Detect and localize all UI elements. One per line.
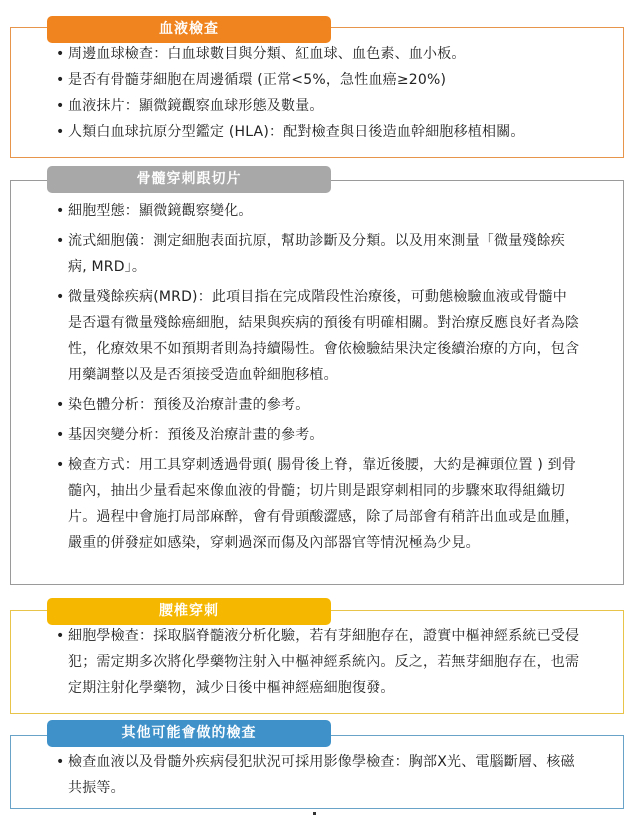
blood-test-item (10, 71, 624, 89)
blood-test-title: 血液檢查 (47, 16, 331, 43)
bullet-icon: • (56, 457, 65, 473)
bone-marrow-item-text: 檢查方式：用工具穿刺透過骨頭( 腸骨後上脊，靠近後腰，大約是褲頭位置 ) 到骨髓內，抽出少量看起來像血液的骨髓；切片則是跟穿刺相同的步驟來取得組織切片。過程中會施打局部麻醉，會有骨頭酸澀感，除了局部會有稍許出血或是血腫，嚴重的併發症如感染，穿刺過深而傷及內部器官等情況極為少見。 (68, 457, 580, 551)
bone-marrow-item (10, 198, 624, 224)
lumbar-puncture-item (10, 623, 624, 701)
bone-marrow-item-text: 細胞型態：顯微鏡觀察變化。 (68, 203, 253, 219)
bone-marrow-body (10, 180, 624, 585)
bone-marrow-item-text: 微量殘餘疾病(MRD)：此項目指在完成階段性治療後，可動態檢驗血液或骨髓中是否還有微量殘餘癌細胞，結果與疾病的預後有明確相關。對治療反應良好者為陰性，化療效果不如預期者則為持續陽性。會依檢驗結果決定後續治療的方向，包含用藥調整以及是否須接受造血幹細胞移植。 (68, 289, 580, 383)
blood-test-body (10, 27, 624, 158)
lumbar-puncture-title: 腰椎穿刺 (47, 598, 331, 625)
bone-marrow-item (10, 228, 624, 280)
lumbar-puncture-list (10, 623, 624, 705)
blood-test-item (10, 97, 624, 115)
bone-marrow-item (10, 452, 624, 556)
bone-marrow-title: 骨髓穿刺跟切片 (47, 166, 331, 193)
blood-test-item-text: 周邊血球檢查：白血球數目與分類、紅血球、血色素、血小板。 (68, 46, 466, 62)
blood-test-item-text: 是否有骨髓芽細胞在周邊循環 (正常<5%，急性血癌≥20%) (68, 72, 447, 88)
bullet-icon: • (56, 72, 65, 88)
bone-marrow-list (10, 198, 624, 560)
other-tests-list (10, 749, 624, 805)
other-tests-title: 其他可能會做的檢查 (47, 720, 331, 747)
bone-marrow-item-text: 流式細胞儀：測定細胞表面抗原，幫助診斷及分類。以及用來測量「微量殘餘疾病, MRD」。 (68, 233, 565, 275)
lumbar-puncture-item-text: 細胞學檢查：採取脳脊髓液分析化驗，若有芽細胞存在，證實中樞神經系統已受侵犯；需定期多次將化學藥物注射入中樞神經系統內。反之，若無芽細胞存在，也需定期注射化學藥物，減少日後中樞神經癌細胞復發。 (68, 628, 580, 696)
other-tests-item (10, 749, 624, 801)
blood-test-item (10, 45, 624, 63)
bullet-icon: • (56, 754, 65, 770)
lumbar-puncture-body (10, 610, 624, 714)
bullet-icon: • (56, 289, 65, 305)
blood-test-item-text: 人類白血球抗原分型鑑定 (HLA)：配對檢查與日後造血幹細胞移植相關。 (68, 124, 525, 140)
bone-marrow-item-text: 基因突變分析：預後及治療計畫的參考。 (68, 427, 324, 443)
bullet-icon: • (56, 628, 65, 644)
bullet-icon: • (56, 98, 65, 114)
bullet-icon: • (56, 233, 65, 249)
bone-marrow-item-text: 染色體分析：預後及治療計畫的參考。 (68, 397, 310, 413)
bullet-icon: • (56, 427, 65, 443)
bullet-icon: • (56, 124, 65, 140)
bone-marrow-item (10, 284, 624, 388)
bone-marrow-item (10, 392, 624, 418)
blood-test-item-text: 血液抹片：顯微鏡觀察血球形態及數量。 (68, 98, 324, 114)
bullet-icon: • (56, 397, 65, 413)
bone-marrow-item (10, 422, 624, 448)
other-tests-item-text: 檢查血液以及骨髓外疾病侵犯狀況可採用影像學檢查：胸部X光、電腦斷層、核磁共振等。 (68, 754, 575, 796)
blood-test-item (10, 123, 624, 141)
bullet-icon: • (56, 46, 65, 62)
bullet-icon: • (56, 203, 65, 219)
page-edge-mark (313, 812, 316, 815)
blood-test-list (10, 45, 624, 149)
